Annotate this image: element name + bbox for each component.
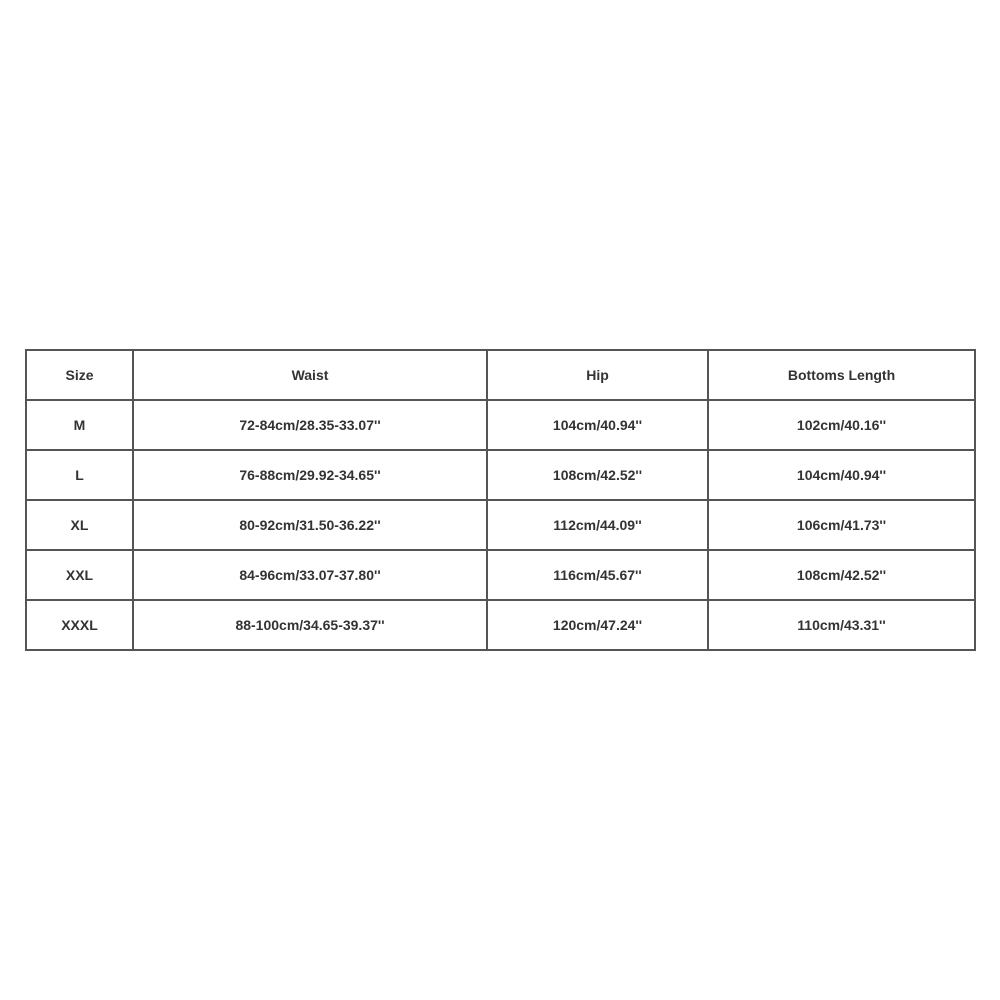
- header-bottoms-length: Bottoms Length: [708, 350, 975, 400]
- cell-size: L: [26, 450, 133, 500]
- table-row: [26, 400, 975, 450]
- table-row: [26, 600, 975, 650]
- cell-bottoms-length: 110cm/43.31'': [708, 600, 975, 650]
- header-size: Size: [26, 350, 133, 400]
- table-row: [26, 450, 975, 500]
- cell-hip: 120cm/47.24'': [487, 600, 708, 650]
- cell-hip: 116cm/45.67'': [487, 550, 708, 600]
- table-header: [26, 350, 975, 400]
- cell-waist: 72-84cm/28.35-33.07'': [133, 400, 487, 450]
- size-chart-table: [25, 349, 976, 651]
- cell-size: XXXL: [26, 600, 133, 650]
- cell-bottoms-length: 106cm/41.73'': [708, 500, 975, 550]
- cell-waist: 76-88cm/29.92-34.65'': [133, 450, 487, 500]
- header-hip: Hip: [487, 350, 708, 400]
- header-waist: Waist: [133, 350, 487, 400]
- cell-hip: 104cm/40.94'': [487, 400, 708, 450]
- cell-bottoms-length: 104cm/40.94'': [708, 450, 975, 500]
- cell-size: M: [26, 400, 133, 450]
- cell-hip: 112cm/44.09'': [487, 500, 708, 550]
- cell-waist: 88-100cm/34.65-39.37'': [133, 600, 487, 650]
- cell-size: XXL: [26, 550, 133, 600]
- cell-waist: 84-96cm/33.07-37.80'': [133, 550, 487, 600]
- table-row: [26, 550, 975, 600]
- table-row: [26, 500, 975, 550]
- table-body: [26, 400, 975, 650]
- cell-bottoms-length: 108cm/42.52'': [708, 550, 975, 600]
- header-row: [26, 350, 975, 400]
- cell-waist: 80-92cm/31.50-36.22'': [133, 500, 487, 550]
- cell-bottoms-length: 102cm/40.16'': [708, 400, 975, 450]
- cell-size: XL: [26, 500, 133, 550]
- cell-hip: 108cm/42.52'': [487, 450, 708, 500]
